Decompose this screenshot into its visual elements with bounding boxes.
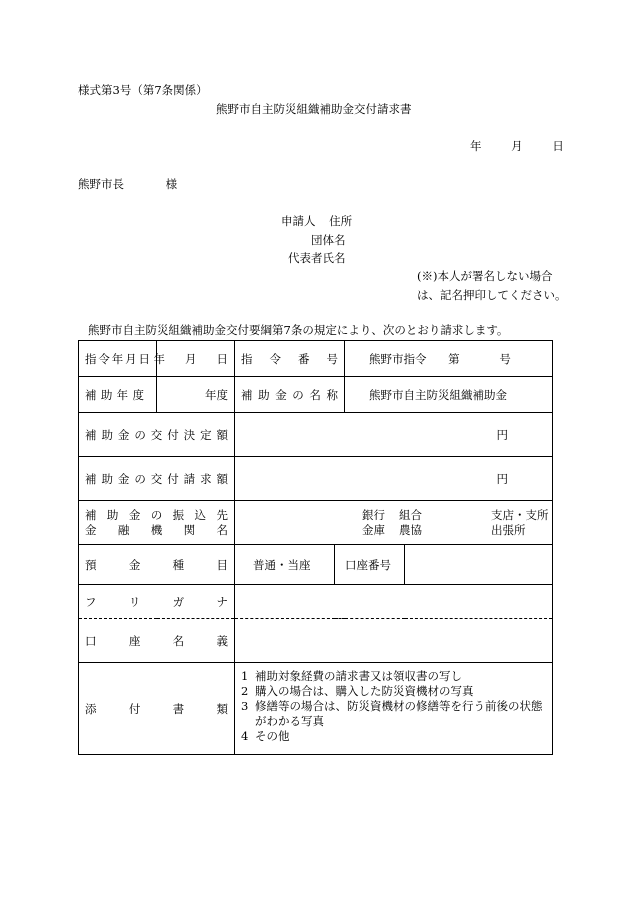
- subsidy-name-label: 補 助 金 の 名 称: [235, 377, 345, 413]
- document-title: 熊野市自主防災組織補助金交付請求書: [216, 102, 412, 116]
- fiscal-year-label: 補 助 年 度: [79, 377, 157, 413]
- designation-no-field[interactable]: [345, 341, 553, 377]
- row-attachments: [79, 663, 553, 755]
- designation-no-prefix: 熊野市指令: [369, 351, 427, 366]
- bank-type-bank: 銀行: [362, 507, 385, 522]
- attachments-list: [241, 669, 546, 744]
- applicant-title: 申請人: [281, 214, 316, 228]
- date-day: 日: [552, 139, 564, 153]
- account-name-field[interactable]: [235, 619, 553, 663]
- account-name-label: 口 座 名 義: [79, 619, 235, 663]
- fiscal-year-suffix: 年度: [205, 387, 228, 402]
- transfer-label: 補 助 金 の 振 込 先 金 融 機 関 名: [79, 501, 235, 545]
- account-no-field[interactable]: [405, 545, 553, 585]
- attachment-item: 1 補助対象経費の請求書又は領収書の写し: [241, 669, 462, 683]
- row-fiscal-year: [79, 377, 553, 413]
- attachment-item: 2 購入の場合は、購入した防災資機材の写真: [241, 684, 474, 698]
- addressee-honorific: 様: [165, 177, 178, 191]
- deposit-type-label: 預 金 種 目: [79, 545, 235, 585]
- designation-no-dai: 第: [448, 351, 460, 366]
- row-account-name: [79, 619, 553, 663]
- intro-text: 熊野市自主防災組織補助金交付要綱第7条の規定により、次のとおり請求します。: [88, 323, 509, 337]
- row-transfer: [79, 501, 553, 545]
- designation-date-label: [79, 341, 157, 377]
- decision-amount-field[interactable]: [235, 413, 553, 457]
- attachment-item: 3 修繕等の場合は、防災資機材の修繕等を行う前後の状態がわかる写真: [241, 699, 543, 728]
- request-amount-label: 補 助 金 の 交 付 請 求 額: [79, 457, 235, 501]
- request-amount-yen: 円: [496, 471, 508, 486]
- attachment-item: 4 その他: [241, 729, 290, 743]
- furigana-field[interactable]: [235, 585, 553, 619]
- row-designation: [79, 341, 553, 377]
- applicant-address-label: 住所: [329, 214, 353, 228]
- addressee-name: 熊野市長: [78, 177, 124, 191]
- designation-year: 年: [153, 351, 165, 366]
- addressee: [78, 176, 177, 192]
- designation-date-field[interactable]: [153, 341, 235, 377]
- deposit-type-value[interactable]: 普通・当座: [235, 545, 335, 585]
- date-year: 年: [470, 139, 482, 153]
- furigana-label: フ リ ガ ナ: [79, 585, 235, 619]
- branch-type-shutchojo: 出張所: [491, 522, 526, 537]
- designation-no-go: 号: [499, 351, 511, 366]
- form-number: 様式第3号（第7条関係）: [78, 83, 208, 97]
- designation-month: 月: [185, 351, 197, 366]
- branch-type-shiten: 支店・支所: [491, 507, 549, 522]
- attachments-list-cell: [235, 663, 553, 755]
- decision-amount-yen: 円: [496, 427, 508, 442]
- bank-type-kinko: 金庫: [362, 522, 385, 537]
- row-decision-amount: [79, 413, 553, 457]
- fiscal-year-field[interactable]: [157, 377, 235, 413]
- bank-field[interactable]: [235, 501, 553, 545]
- date-line: [470, 138, 564, 154]
- subsidy-name-value: 熊野市自主防災組織補助金: [345, 377, 553, 413]
- row-deposit-type: [79, 545, 553, 585]
- request-amount-field[interactable]: [235, 457, 553, 501]
- date-month: 月: [511, 139, 523, 153]
- bank-type-kumiai: 組合: [399, 507, 422, 522]
- applicant-representative-label: 代表者氏名: [288, 251, 346, 265]
- applicant-group-label: 団体名: [311, 233, 346, 247]
- designation-date-label-text: 指 令 年 月 日: [85, 351, 150, 366]
- designation-no-label: 指 令 番 号: [235, 341, 345, 377]
- decision-amount-label: 補 助 金 の 交 付 決 定 額: [79, 413, 235, 457]
- bank-type-nokyo: 農協: [399, 522, 422, 537]
- attachments-label: 添 付 書 類: [79, 663, 235, 755]
- row-request-amount: [79, 457, 553, 501]
- signature-note-2: は、記名押印してください。: [417, 288, 567, 302]
- request-form-table: [78, 340, 553, 755]
- designation-day: 日: [216, 351, 228, 366]
- account-no-label: 口座番号: [335, 545, 405, 585]
- signature-note-1: (※)本人が署名しない場合: [417, 269, 553, 283]
- applicant-label: [281, 213, 352, 229]
- row-furigana: [79, 585, 553, 619]
